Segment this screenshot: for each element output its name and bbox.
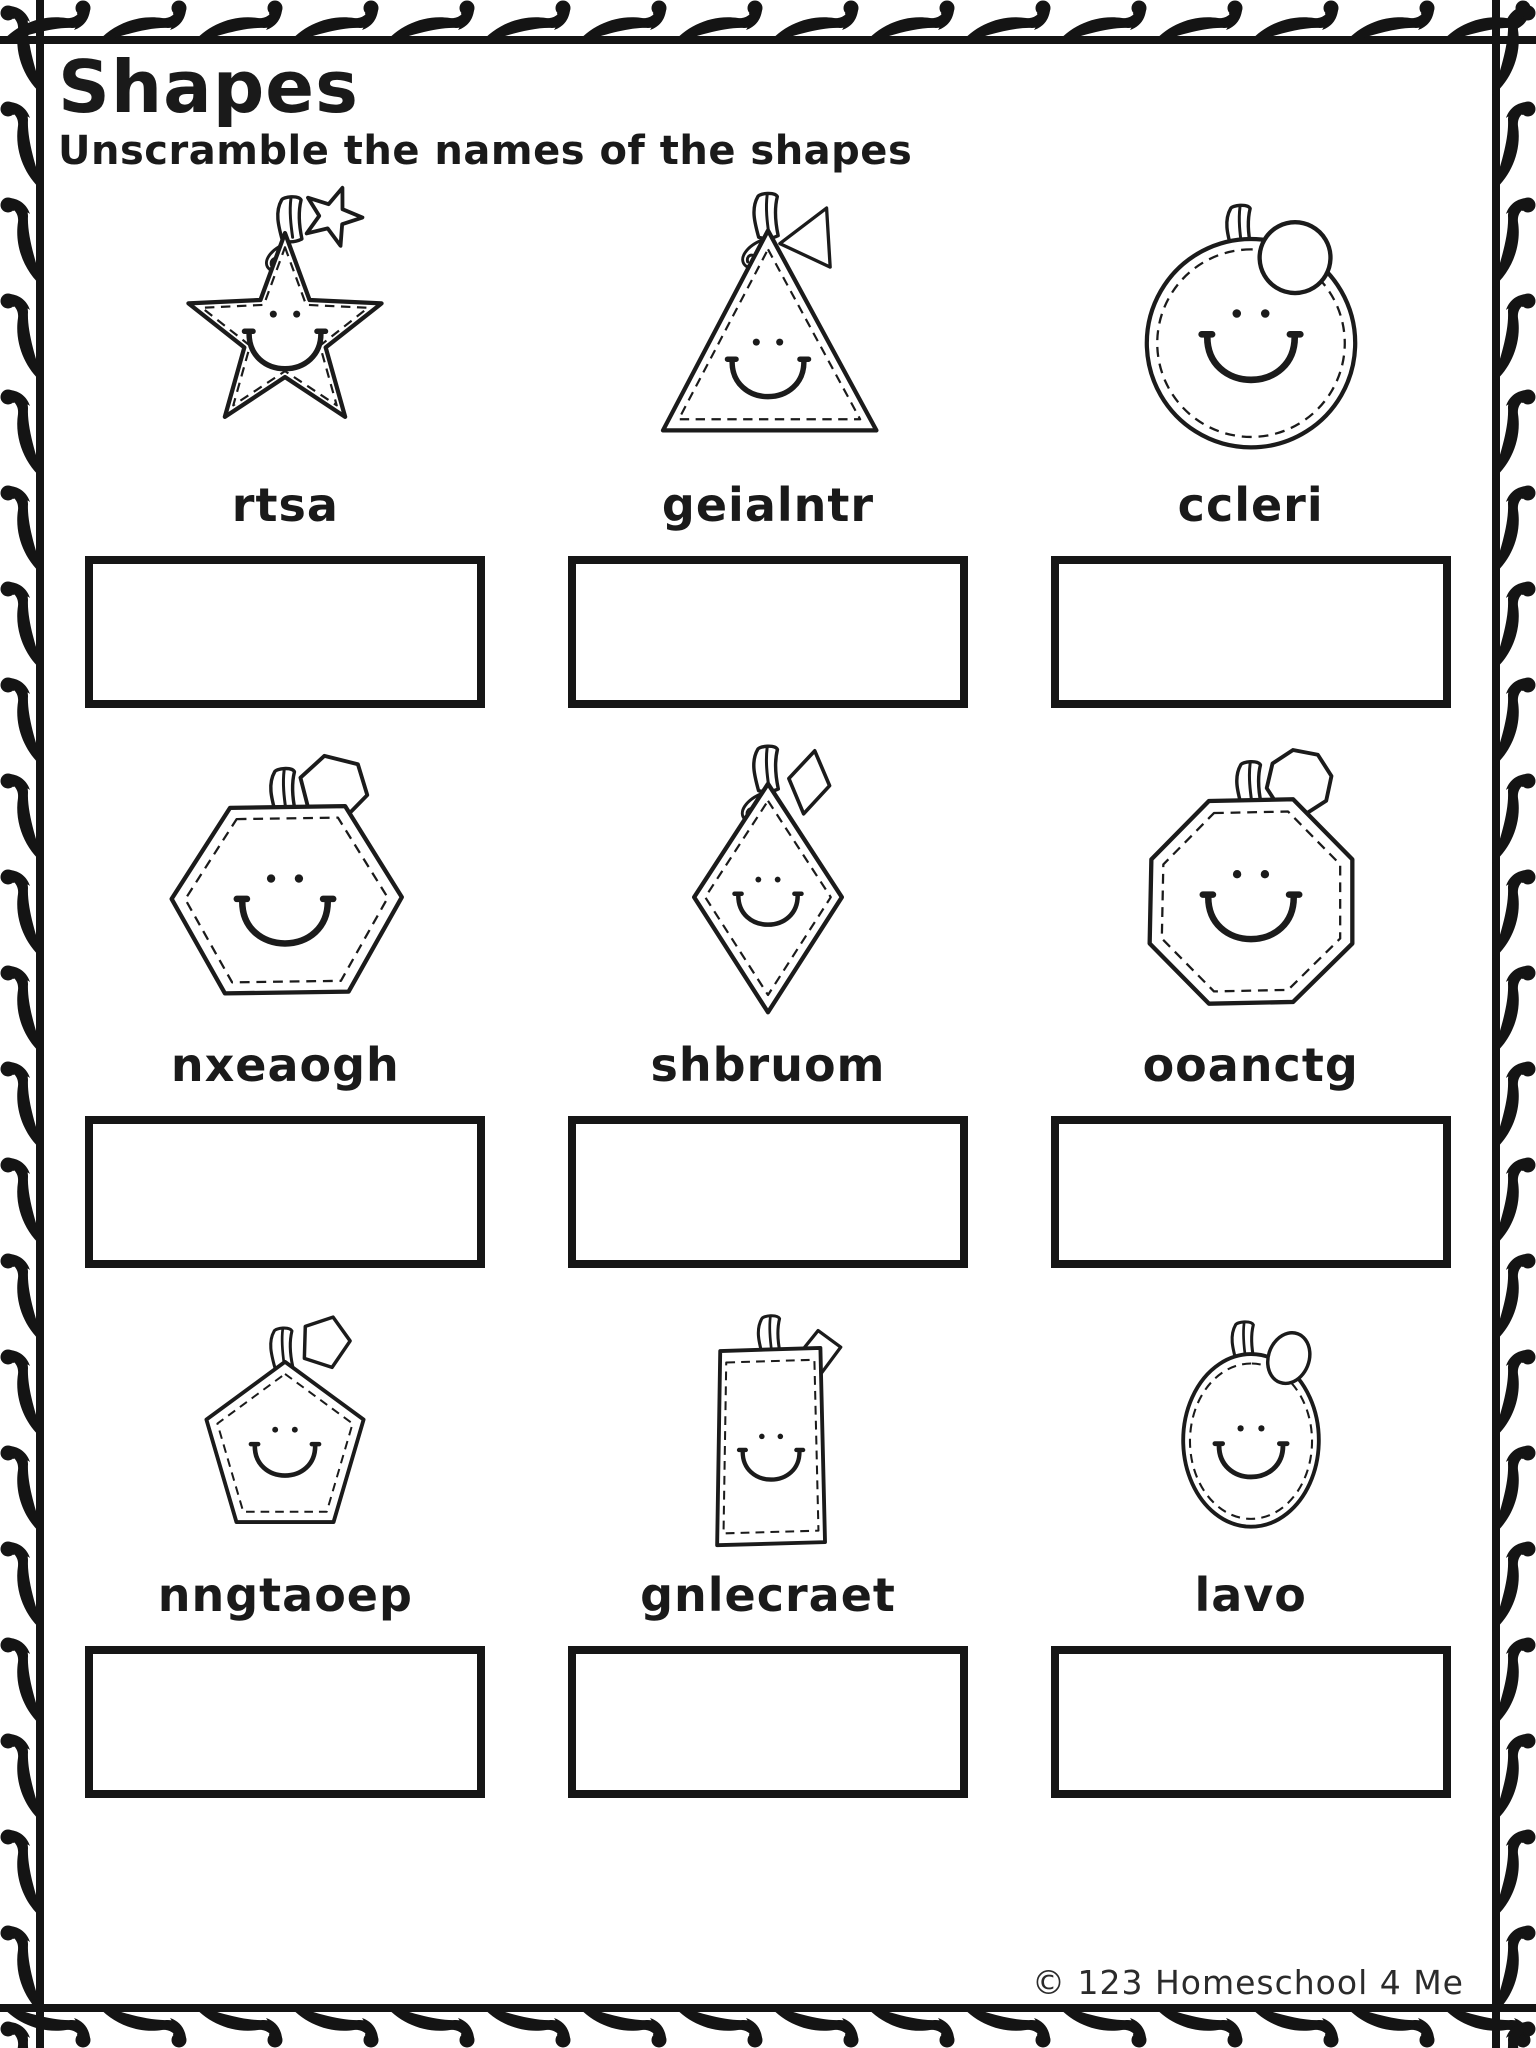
puzzle-oval bbox=[1009, 1290, 1492, 1798]
puzzle-triangle bbox=[527, 176, 1010, 708]
answer-box[interactable] bbox=[568, 1646, 968, 1798]
oval-shape-icon bbox=[1111, 1294, 1391, 1556]
triangle-shape-icon bbox=[618, 178, 918, 466]
answer-box[interactable] bbox=[85, 556, 485, 708]
scrambled-word: gnlecraet bbox=[640, 1567, 896, 1622]
puzzle-rhombus bbox=[527, 730, 1010, 1268]
hexagon-shape-icon bbox=[135, 734, 435, 1026]
answer-box[interactable] bbox=[85, 1116, 485, 1268]
answer-box[interactable] bbox=[1051, 1646, 1451, 1798]
scrambled-word: nngtaoep bbox=[157, 1567, 413, 1622]
octagon-shape-icon bbox=[1101, 734, 1401, 1026]
puzzle-row-3 bbox=[44, 1290, 1492, 1798]
puzzle-circle bbox=[1009, 176, 1492, 708]
answer-box[interactable] bbox=[1051, 1116, 1451, 1268]
scrambled-word: rtsa bbox=[231, 477, 339, 532]
answer-box[interactable] bbox=[85, 1646, 485, 1798]
star-shape-icon bbox=[135, 178, 435, 466]
copyright-credit: © 123 Homeschool 4 Me bbox=[1032, 1963, 1464, 2002]
scrambled-word: ooanctg bbox=[1142, 1037, 1359, 1092]
answer-box[interactable] bbox=[1051, 556, 1451, 708]
puzzle-octagon bbox=[1009, 730, 1492, 1268]
page-instructions: Unscramble the names of the shapes bbox=[58, 127, 913, 174]
scrambled-word: nxeaogh bbox=[170, 1037, 400, 1092]
rhombus-shape-icon bbox=[618, 734, 918, 1026]
page-title: Shapes bbox=[58, 45, 359, 129]
puzzle-row-1 bbox=[44, 176, 1492, 708]
scrambled-word: lavo bbox=[1194, 1567, 1307, 1622]
scrambled-word: geialntr bbox=[661, 477, 875, 532]
scrambled-word: shbruom bbox=[650, 1037, 886, 1092]
worksheet-page bbox=[44, 44, 1492, 2004]
decorative-border-left bbox=[0, 0, 44, 2048]
answer-box[interactable] bbox=[568, 1116, 968, 1268]
circle-shape-icon bbox=[1101, 178, 1401, 466]
rectangle-shape-icon bbox=[628, 1294, 908, 1556]
puzzle-star bbox=[44, 176, 527, 708]
worksheet-header bbox=[58, 45, 1492, 174]
decorative-border-bottom bbox=[0, 2004, 1536, 2048]
puzzle-rectangle bbox=[527, 1290, 1010, 1798]
decorative-border-top bbox=[0, 0, 1536, 44]
answer-box[interactable] bbox=[568, 556, 968, 708]
scrambled-word: ccleri bbox=[1177, 477, 1324, 532]
pentagon-shape-icon bbox=[145, 1294, 425, 1556]
puzzle-hexagon bbox=[44, 730, 527, 1268]
decorative-border-right bbox=[1492, 0, 1536, 2048]
puzzle-row-2 bbox=[44, 730, 1492, 1268]
puzzle-pentagon bbox=[44, 1290, 527, 1798]
